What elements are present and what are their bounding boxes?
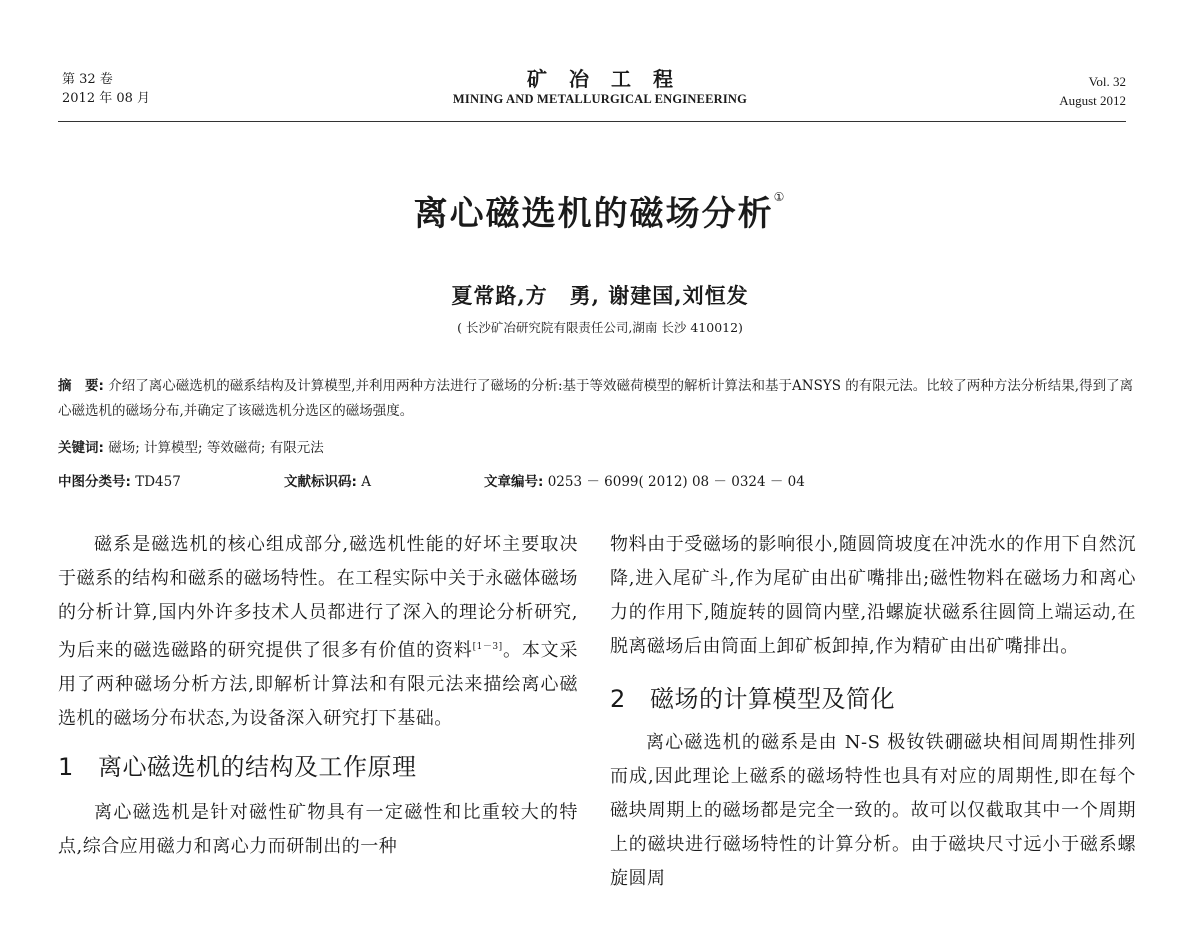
abstract xyxy=(58,374,1138,424)
header-volume-date-en xyxy=(1059,72,1126,110)
article-number-value: 0253 － 6099( 2012) 08 － 0324 － 04 xyxy=(543,474,805,490)
article-number xyxy=(484,470,805,490)
title-footnote-mark: ① xyxy=(773,190,787,204)
citation-ref: [1－3] xyxy=(472,642,503,652)
clc-label: 中图分类号: xyxy=(58,474,131,490)
header-volume: 第 32 卷 xyxy=(62,72,113,87)
keywords xyxy=(58,436,324,456)
section-1-heading xyxy=(58,750,578,784)
journal-name-en: MINING AND METALLURGICAL ENGINEERING xyxy=(452,92,748,106)
header-date-en: August 2012 xyxy=(1059,93,1126,108)
section-1-paragraph: 离心磁选机是针对磁性矿物具有一定磁性和比重较大的特点,综合应用磁力和离心力而研制出的一种 xyxy=(58,802,578,857)
section-2-heading xyxy=(610,682,1136,716)
intro-text: 磁系是磁选机的核心组成部分,磁选机性能的好坏主要取决于磁系的结构和磁系的磁场特性。在工程实际中关于永磁体磁场的分析计算,国内外许多技术人员都进行了深入的理论分析研究,为后来的磁选磁路的研究提供了很多有价值的资料 xyxy=(58,534,578,661)
header-rule xyxy=(58,121,1126,122)
keywords-label: 关键词: xyxy=(58,440,104,456)
affiliation: ( 长沙矿冶研究院有限责任公司,湖南 长沙 410012) xyxy=(457,320,743,335)
right-column xyxy=(610,528,1136,896)
keywords-text: 磁场; 计算模型; 等效磁荷; 有限元法 xyxy=(103,440,324,456)
section-2-paragraph: 离心磁选机的磁系是由 N-S 极钕铁硼磁块相间周期性排列而成,因此理论上磁系的磁场特性也具有对应的周期性,即在每个磁块周期上的磁场都是完全一致的。故可以仅截取其中一个周期上的磁块进行磁场特性的计算分析。由于磁块尺寸远小于磁系螺旋圆周 xyxy=(610,732,1136,889)
section-1-title: 离心磁选机的结构及工作原理 xyxy=(98,753,417,781)
clc-number xyxy=(58,470,181,490)
journal-name-cn: 矿冶工程 xyxy=(527,67,695,91)
authors: 夏常路,方 勇, 谢建国,刘恒发 xyxy=(451,283,749,308)
section-1-number: 1 xyxy=(58,753,74,781)
article-number-label: 文章编号: xyxy=(484,474,544,490)
section-2-title: 磁场的计算模型及简化 xyxy=(650,685,895,713)
paper-title-text: 离心磁选机的磁场分析 xyxy=(413,194,774,234)
document-code xyxy=(284,470,371,490)
paper-title xyxy=(0,186,1200,235)
clc-value: TD457 xyxy=(130,474,181,490)
doc-code-value: A xyxy=(356,474,371,490)
header-date: 2012 年 08 月 xyxy=(62,91,151,106)
intro-paragraph xyxy=(58,528,578,736)
journal-name xyxy=(0,66,1200,107)
left-column xyxy=(58,528,578,864)
doc-code-label: 文献标识码: xyxy=(284,474,357,490)
abstract-label: 摘 要: xyxy=(58,378,104,394)
intro-tail: 。本文采用了两种磁场分析方法,即解析计算法和有限元法来描绘离心磁选机的磁场分布状态,为设备深入研究打下基础。 xyxy=(58,640,579,729)
header-volume-en: Vol. 32 xyxy=(1088,74,1126,89)
abstract-text: 介绍了离心磁选机的磁系结构及计算模型,并利用两种方法进行了磁场的分析:基于等效磁荷模型的解析计算法和基于ANSYS 的有限元法。比较了两种方法分析结果,得到了离心磁选机的磁场分布,并确定了该磁选机分选区的磁场强度。 xyxy=(58,378,1134,419)
right-paragraph-1: 物料由于受磁场的影响很小,随圆筒坡度在冲洗水的作用下自然沉降,进入尾矿斗,作为尾矿由出矿嘴排出;磁性物料在磁场力和离心力的作用下,随旋转的圆筒内壁,沿螺旋状磁系往圆筒上端运动,在脱离磁场后由筒面上卸矿板卸掉,作为精矿由出矿嘴排出。 xyxy=(610,534,1136,657)
section-2-number: 2 xyxy=(610,685,626,713)
